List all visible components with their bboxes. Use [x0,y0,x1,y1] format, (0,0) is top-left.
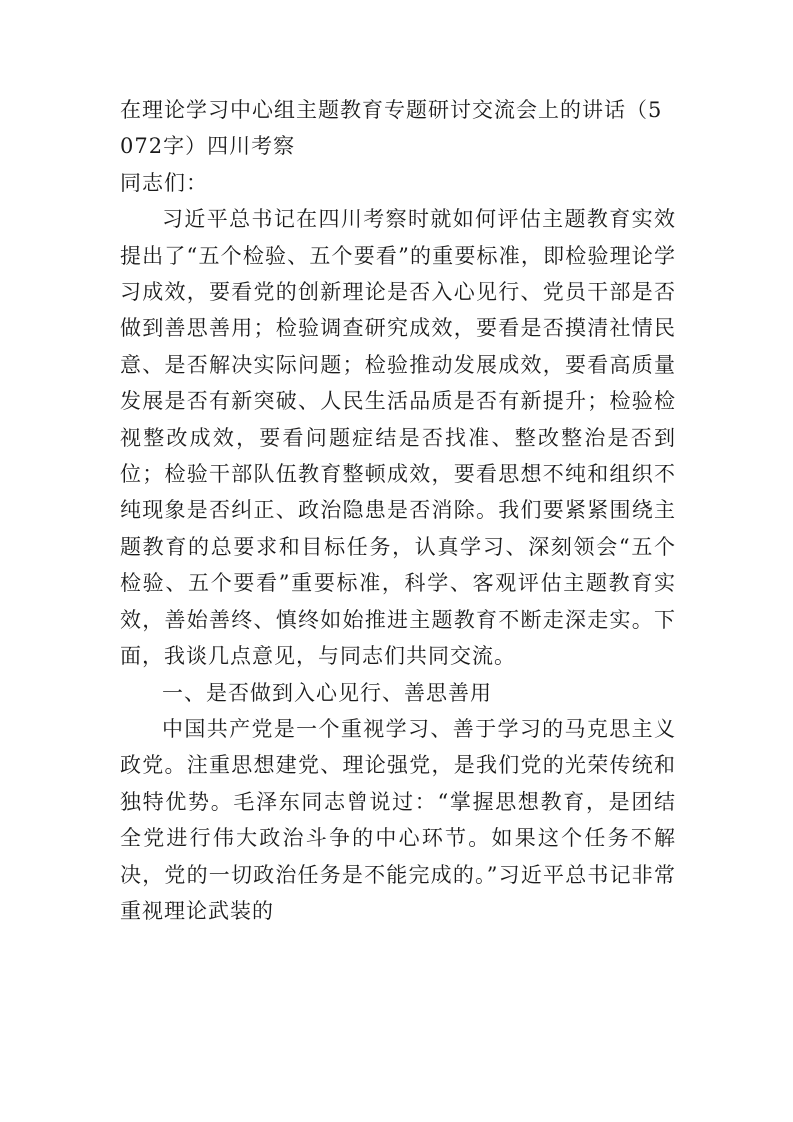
document-title: 在理论学习中心组主题教育专题研讨交流会上的讲话（5072字）四川考察 [120,98,663,159]
section-paragraph: 中国共产党是一个重视学习、善于学习的马克思主义政党。注重思想建党、理论强党，是我们党的光荣传统和独特优势。毛泽东同志曾说过：“掌握思想教育，是团结全党进行伟大政治斗争的中心环节。如果这个任务不解决，党的一切政治任务是不能完成的。”习近平总书记非常重视理论武装的 [120,716,676,923]
greeting: 同志们： [120,170,208,195]
document-body [120,92,676,929]
section-heading: 一、是否做到入心见行、善思善用 [162,680,492,705]
intro-paragraph: 习近平总书记在四川考察时就如何评估主题教育实效提出了“五个检验、五个要看”的重要标准，即检验理论学习成效，要看党的创新理论是否入心见行、党员干部是否做到善思善用；检验调查研究成效，要看是否摸清社情民意、是否解决实际问题；检验推动发展成效，要看高质量发展是否有新突破、人民生活品质是否有新提升；检验检视整改成效，要看问题症结是否找准、整改整治是否到位；检验干部队伍教育整顿成效，要看思想不纯和组织不纯现象是否纠正、政治隐患是否消除。我们要紧紧围绕主题教育的总要求和目标任务，认真学习、深刻领会“五个检验、五个要看”重要标准，科学、客观评估主题教育实效，善始善终、慎终如始推进主题教育不断走深走实。下面，我谈几点意见，与同志们共同交流。 [120,207,676,669]
